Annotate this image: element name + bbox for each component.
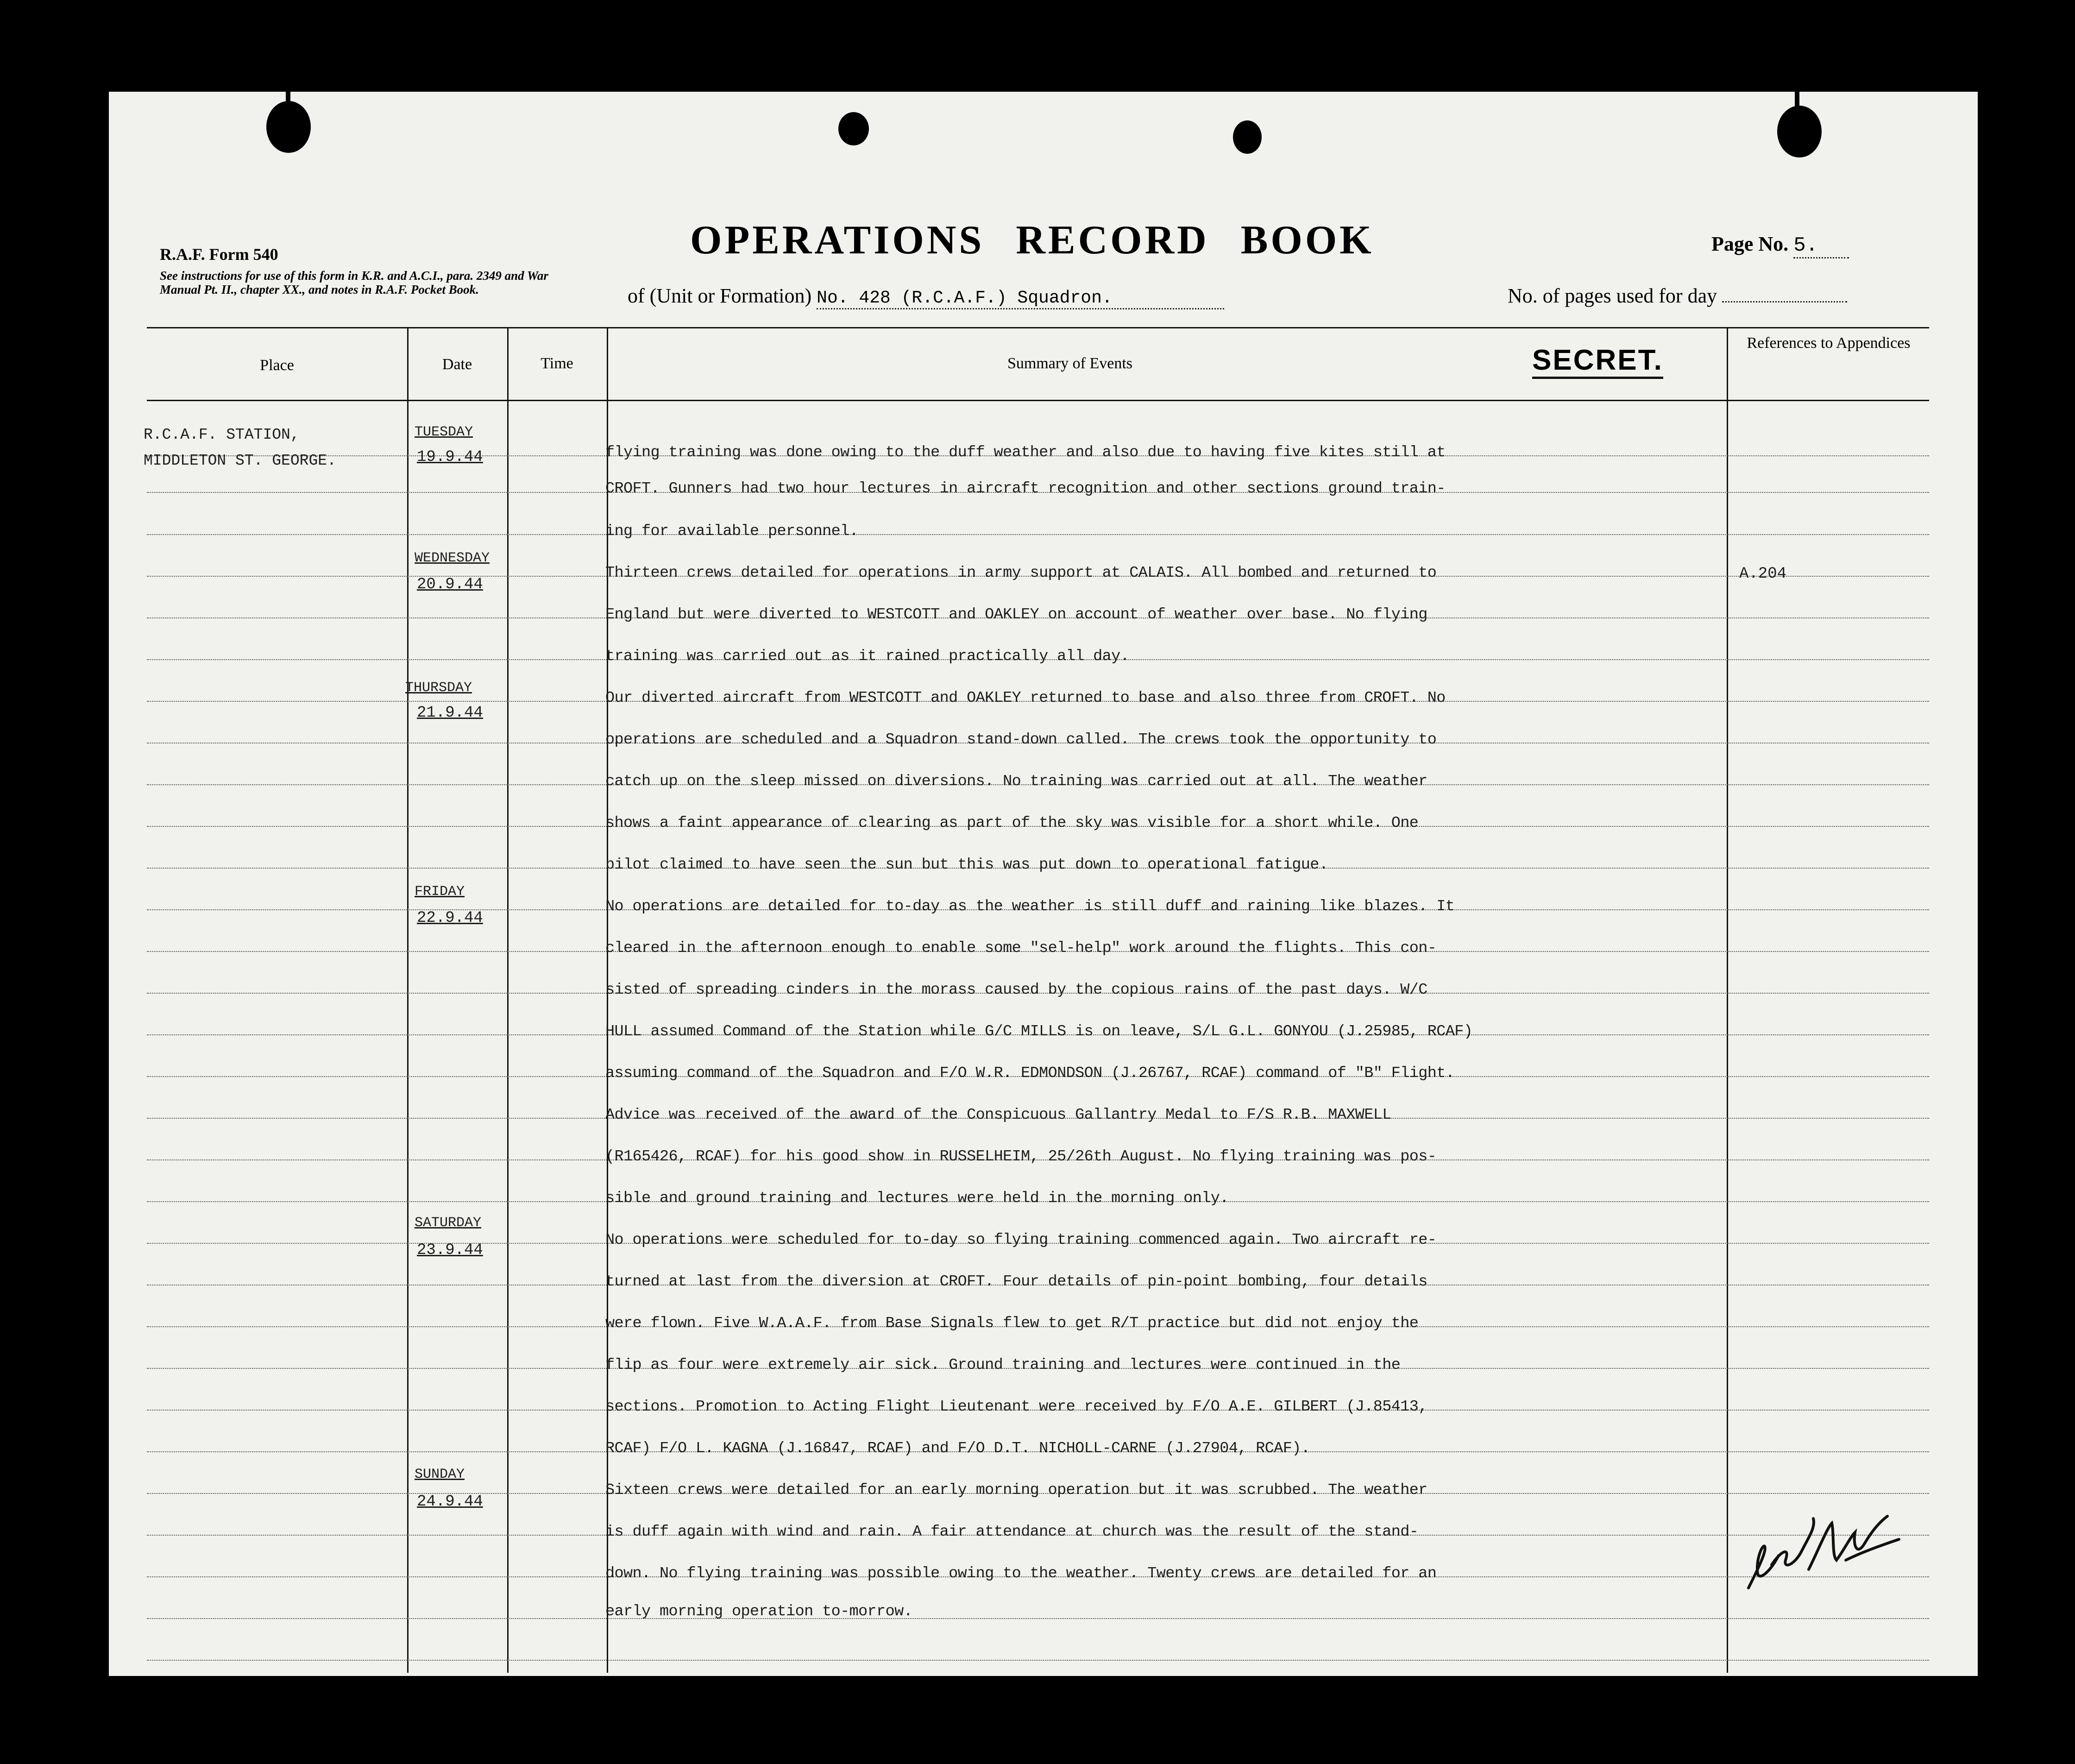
secret-stamp: SECRET. (1532, 344, 1663, 379)
col-header-references: References to Appendices (1747, 334, 1911, 352)
page-number-label: Page No. (1711, 233, 1789, 255)
date-value: 23.9.44 (417, 1241, 483, 1259)
date-day: THURSDAY (405, 680, 472, 696)
ruling-line (147, 1618, 1929, 1619)
summary-line: Thirteen crews detailed for operations in army support at CALAIS. All bombed and returned to (605, 564, 1437, 582)
summary-line: sections. Promotion to Acting Flight Lieutenant were received by F/O A.E. GILBERT (J.85413, (605, 1398, 1427, 1416)
unit-formation-label: of (Unit or Formation) (628, 284, 812, 307)
summary-line: flying training was done owing to the duff weather and also due to having five kites still at (605, 444, 1446, 461)
unit-formation (628, 284, 1224, 309)
summary-line: sible and ground training and lectures were held in the morning only. (605, 1190, 1229, 1207)
date-value: 24.9.44 (417, 1493, 483, 1511)
column-divider-summary-refs (1727, 327, 1728, 1673)
summary-line: RCAF) F/O L. KAGNA (J.16847, RCAF) and F/O D.T. NICHOLL-CARNE (J.27904, RCAF). (605, 1440, 1310, 1457)
place-line-1: R.C.A.F. STATION, (144, 426, 300, 443)
signature-image (1739, 1500, 1906, 1593)
summary-line: early morning operation to-morrow. (605, 1603, 913, 1620)
page-number-value: 5. (1793, 234, 1849, 258)
date-day: SUNDAY (415, 1467, 465, 1482)
col-header-time: Time (541, 355, 573, 372)
summary-line: assuming command of the Squadron and F/O W.R. EDMONDSON (J.26767, RCAF) command of "B" Flight. (605, 1065, 1455, 1082)
ruling-line (147, 534, 1929, 535)
form-instructions-note: See instructions for use of this form in K.R. and A.C.I., para. 2349 and War Manual Pt. II., chapter XX., and notes in R.A.F. Pocket Book. (160, 269, 548, 296)
date-value: 20.9.44 (417, 576, 483, 593)
date-value: 19.9.44 (417, 448, 483, 466)
date-value: 22.9.44 (417, 909, 483, 927)
ruling-line (147, 1660, 1929, 1661)
form-sheet (109, 92, 1978, 1676)
punch-hole-center-left (838, 112, 869, 145)
col-header-date: Date (442, 356, 472, 373)
page-number (1711, 232, 1849, 258)
appendix-reference: A.204 (1739, 565, 1787, 583)
form-id: R.A.F. Form 540 (160, 245, 278, 264)
summary-line: CROFT. Gunners had two hour lectures in aircraft recognition and other sections ground train- (605, 480, 1446, 498)
summary-line: catch up on the sleep missed on diversions. No training was carried out at all. The weather (605, 773, 1427, 790)
date-day: SATURDAY (415, 1215, 482, 1231)
summary-line: shows a faint appearance of clearing as part of the sky was visible for a short while. One (605, 814, 1419, 832)
summary-line: cleared in the afternoon enough to enable some "sel-help" work around the flights. This con- (605, 939, 1437, 957)
date-day: WEDNESDAY (415, 550, 490, 566)
column-divider-date-time (507, 327, 509, 1673)
punch-hole-right (1777, 106, 1822, 158)
summary-line: flip as four were extremely air sick. Ground training and lectures were continued in the (605, 1356, 1401, 1374)
table-top-rule (147, 327, 1929, 328)
summary-line: pilot claimed to have seen the sun but this was put down to operational fatigue. (605, 856, 1328, 874)
column-divider-place-date (407, 327, 409, 1673)
summary-line: ing for available personnel. (605, 523, 859, 540)
date-day: FRIDAY (415, 884, 465, 900)
summary-line: were flown. Five W.A.A.F. from Base Signals flew to get R/T practice but did not enjoy the (605, 1315, 1419, 1332)
punch-hole-right-notch (1795, 92, 1799, 124)
summary-line: No operations are detailed for to-day as the weather is still duff and raining like blazes. It (605, 898, 1455, 915)
summary-line: down. No flying training was possible owing to the weather. Twenty crews are detailed for an (605, 1565, 1437, 1582)
pages-used-label: No. of pages used for day (1508, 284, 1717, 307)
date-day: TUESDAY (415, 424, 473, 440)
punch-hole-center-right (1233, 120, 1262, 154)
col-header-summary: Summary of Events (1007, 355, 1133, 372)
table-header-rule (147, 400, 1929, 401)
summary-line: turned at last from the diversion at CROFT. Four details of pin-point bombing, four details (605, 1273, 1427, 1291)
pages-used-value (1722, 301, 1847, 302)
place-line-2: MIDDLETON ST. GEORGE. (144, 452, 336, 469)
summary-line: No operations were scheduled for to-day so flying training commenced again. Two aircraft re- (605, 1231, 1437, 1249)
punch-hole-left-notch (286, 92, 290, 124)
summary-line: Our diverted aircraft from WESTCOTT and OAKLEY returned to base and also three from CROFT. No (605, 689, 1446, 707)
summary-line: training was carried out as it rained practically all day. (605, 648, 1130, 665)
col-header-place: Place (260, 357, 294, 374)
page-title: OPERATIONS RECORD BOOK (690, 218, 1374, 263)
summary-line: operations are scheduled and a Squadron stand-down called. The crews took the opportunity to (605, 731, 1437, 749)
unit-formation-value: No. 428 (R.C.A.F.) Squadron. (817, 288, 1224, 309)
summary-line: Sixteen crews were detailed for an early morning operation but it was scrubbed. The weather (605, 1481, 1427, 1499)
summary-line: (R165426, RCAF) for his good show in RUSSELHEIM, 25/26th August. No flying training was pos- (605, 1148, 1437, 1166)
summary-line: is duff again with wind and rain. A fair attendance at church was the result of the stand- (605, 1523, 1419, 1541)
summary-line: HULL assumed Command of the Station while G/C MILLS is on leave, S/L G.L. GONYOU (J.25985, RCAF) (605, 1023, 1473, 1040)
summary-line: England but were diverted to WESTCOTT and OAKLEY on account of weather over base. No flying (605, 606, 1427, 624)
summary-line: sisted of spreading cinders in the morass caused by the copious rains of the past days. W/C (605, 981, 1427, 999)
pages-used (1508, 284, 1847, 308)
date-value: 21.9.44 (417, 704, 483, 722)
summary-line: Advice was received of the award of the Conspicuous Gallantry Medal to F/S R.B. MAXWELL (605, 1106, 1391, 1124)
